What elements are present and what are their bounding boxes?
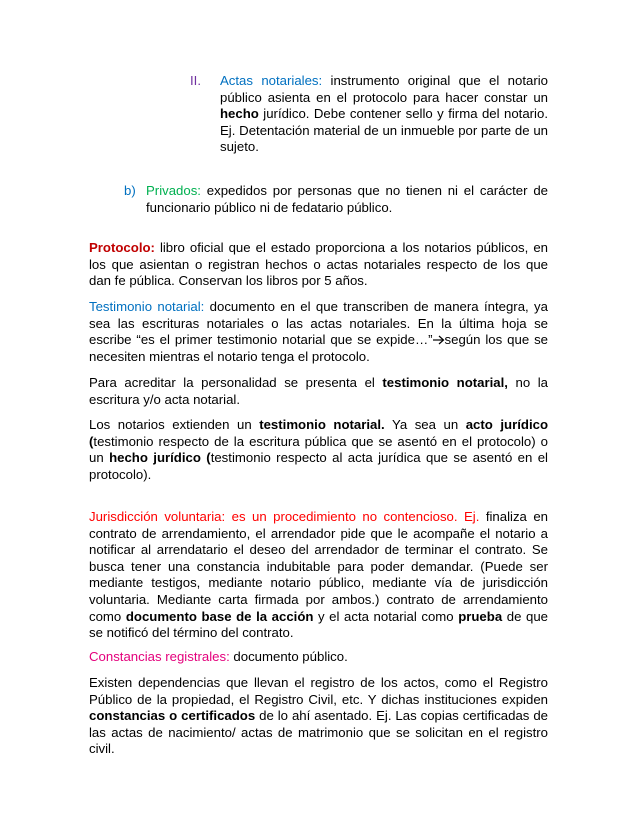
- bold-span: hecho jurídico (: [109, 450, 211, 466]
- text-span: según los que se necesiten mientras el notario tenga el protocolo.: [89, 332, 549, 364]
- paragraph-testimonio-notarial: [89, 299, 548, 365]
- text-span: y el acta notarial como: [313, 608, 459, 624]
- term-constancias-registrales: Constancias registrales:: [89, 649, 230, 664]
- bold-span: testimonio notarial.: [259, 417, 385, 432]
- bold-span: acto jurídico: [465, 417, 548, 432]
- term-protocolo: Protocolo:: [89, 240, 155, 255]
- bold-span: testimonio notarial,: [382, 375, 508, 390]
- text-span: Existen dependencias que llevan el registro de los actos, como el Registro Público de la propiedad, el Registro Civil, etc. Y dichas instituciones expiden: [89, 675, 548, 707]
- paragraph-notarios-extienden: [89, 417, 548, 483]
- text-span: instrumento original que el notario público asienta en el protocolo para hacer constar un: [220, 73, 548, 105]
- text-span: documento público.: [229, 649, 348, 664]
- text-span: de lo ahí asentado. Ej. Las copias certificadas de las actas de nacimiento/ actas de matrimonio que se solicitan en el registro civil.: [89, 708, 549, 757]
- bold-span: documento base de la acción: [125, 608, 314, 624]
- text-span: de que se notificó del término del contrato.: [89, 608, 548, 641]
- text-span: testimonio respecto al acta jurídica que se asentó en el protocolo).: [89, 450, 548, 482]
- bold-span: prueba: [458, 608, 503, 624]
- text-span: libro oficial que el estado proporciona a los notarios públicos, en los que asientan o registran hechos o actas notariales respecto de los que dan fe pública. Conservan los libros por 5 años.: [89, 240, 548, 289]
- bold-span: (: [89, 433, 94, 449]
- text-span: testimonio respecto de la escritura pública que se asentó en el protocolo) o un: [89, 433, 548, 466]
- bold-span: hecho: [220, 106, 259, 122]
- text-span: expedidos por personas que no tienen ni el carácter de funcionario público ni de fedatario público.: [146, 183, 548, 215]
- paragraph-dependencias: [89, 675, 548, 758]
- bold-span: constancias o certificados: [89, 708, 256, 724]
- list-letter-b: b): [124, 183, 136, 198]
- term-jurisdiccion-voluntaria: Jurisdicción voluntaria: es un procedimiento no contencioso. Ej.: [89, 509, 480, 524]
- term-testimonio-notarial: Testimonio notarial:: [89, 299, 205, 314]
- term-actas-notariales: Actas notariales:: [220, 73, 323, 88]
- right-arrow-icon: [433, 332, 445, 349]
- paragraph-constancias-registrales: [89, 649, 548, 666]
- paragraph-jurisdiccion-voluntaria: [89, 509, 548, 642]
- paragraph-actas-notariales: [220, 73, 548, 156]
- text-span: Ya sea un: [384, 417, 466, 432]
- paragraph-protocolo: [89, 240, 548, 290]
- paragraph-personalidad: [89, 375, 548, 408]
- text-span: no la escritura y/o acta notarial.: [89, 375, 548, 407]
- list-numeral-ii: II.: [190, 73, 201, 88]
- text-span: Para acreditar la personalidad se presenta el: [89, 375, 383, 390]
- text-span: finaliza en contrato de arrendamiento, el arrendador pide que le acompañe el notario a notificar al arrendatario el deseo del arrendador de terminar el contrato. Se busca tener una constancia indubitable para poder demandar. (Puede ser mediante testigos, mediante notario público, mediante vía de jurisdicción voluntaria. Mediante carta firmada por ambos.) contrato de arrendamiento como: [89, 509, 548, 624]
- text-span: Los notarios extienden un: [89, 417, 260, 432]
- paragraph-privados: [146, 183, 548, 216]
- text-span: jurídico. Debe contener sello y firma del notario. Ej. Detentación material de un inmueble por parte de un sujeto.: [220, 106, 548, 155]
- term-privados: Privados:: [146, 183, 201, 198]
- text-span: documento en el que transcriben de manera íntegra, ya sea las escrituras notariales o las actas notariales. En la última hoja se escribe “es el primer testimonio notarial que se expide…”: [89, 299, 548, 348]
